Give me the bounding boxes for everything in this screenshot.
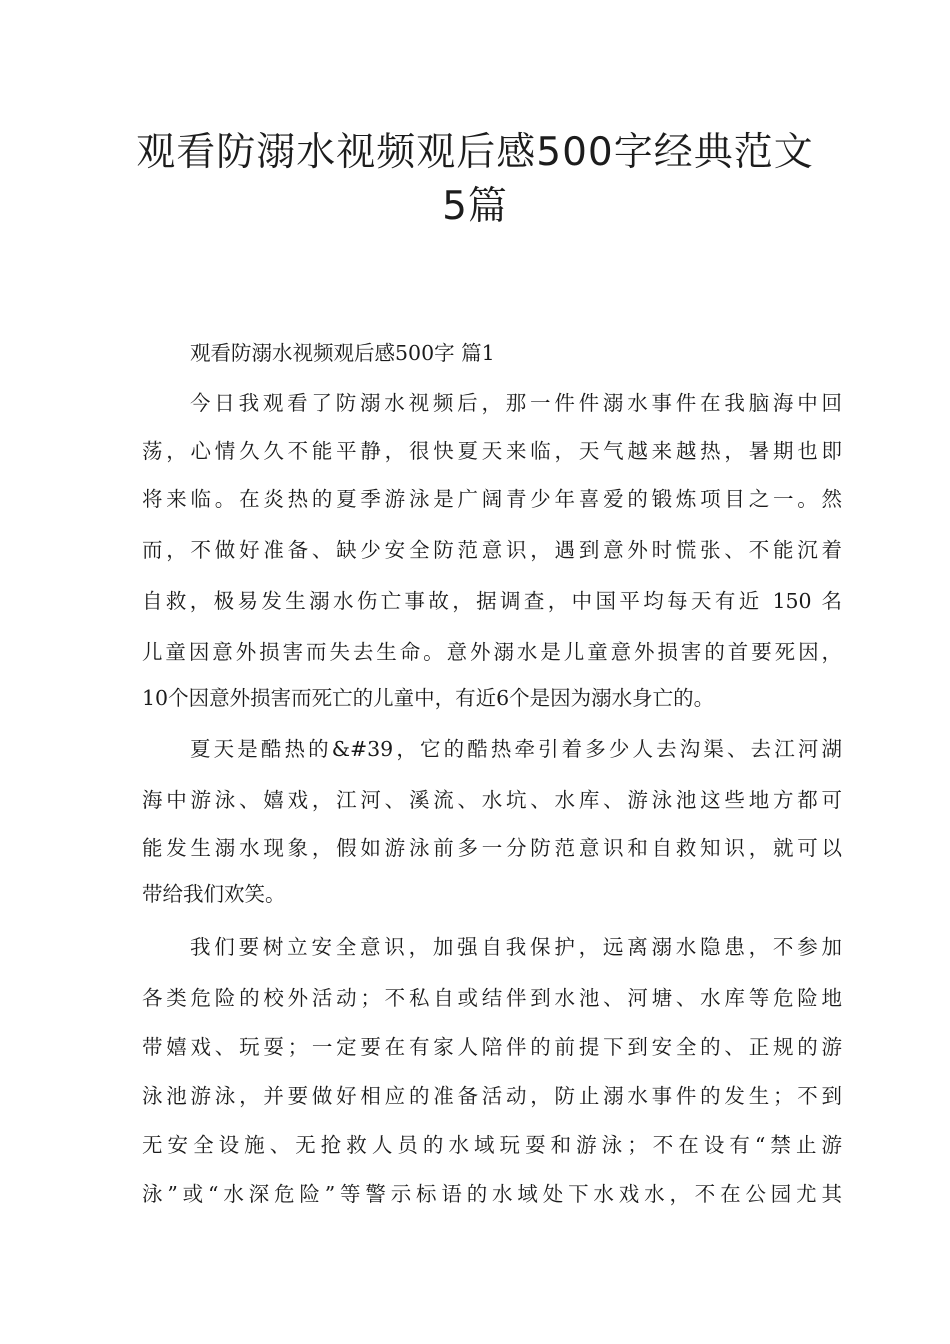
paragraph-2-line-2: 海中游泳、嬉戏，江河、溪流、水坑、水库、游泳池这些地方都可 — [142, 788, 842, 812]
paragraph-3-line-1: 我们要树立安全意识，加强自我保护，远离溺水隐患，不参加 — [190, 935, 842, 959]
paragraph-1-line-7: 10个因意外损害而死亡的儿童中，有近6个是因为溺水身亡的。 — [142, 686, 715, 710]
paragraph-2-line-3: 能发生溺水现象，假如游泳前多一分防范意识和自救知识，就可以 — [142, 836, 842, 860]
paragraph-3-line-6: 泳”或“水深危险”等警示标语的水域处下水戏水，不在公园尤其 — [142, 1182, 842, 1206]
paragraph-3-line-2: 各类危险的校外活动；不私自或结伴到水池、河塘、水库等危险地 — [142, 986, 842, 1010]
paragraph-1-line-2: 荡，心情久久不能平静，很快夏天来临，天气越来越热，暑期也即 — [142, 439, 842, 463]
paragraph-2-line-4: 带给我们欢笑。 — [142, 882, 286, 906]
paragraph-3-line-5: 无安全设施、无抢救人员的水域玩耍和游泳；不在设有“禁止游 — [142, 1133, 842, 1157]
paragraph-1-line-6: 儿童因意外损害而失去生命。意外溺水是儿童意外损害的首要死因， — [142, 640, 842, 664]
paragraph-3-line-3: 带嬉戏、玩耍；一定要在有家人陪伴的前提下到安全的、正规的游 — [142, 1035, 842, 1059]
section-heading: 观看防溺水视频观后感500字 篇1 — [190, 341, 495, 365]
paragraph-1-line-1: 今日我观看了防溺水视频后，那一件件溺水事件在我脑海中回 — [190, 391, 842, 415]
paragraph-2-line-1: 夏天是酷热的&#39，它的酷热牵引着多少人去沟渠、去江河湖 — [190, 737, 842, 761]
document-title-line-2: 5篇 — [442, 184, 508, 229]
paragraph-1-line-3: 将来临。在炎热的夏季游泳是广阔青少年喜爱的锻炼项目之一。然 — [142, 487, 842, 511]
document-title-line-1: 观看防溺水视频观后感500字经典范文 — [136, 130, 814, 175]
paragraph-3-line-4: 泳池游泳，并要做好相应的准备活动，防止溺水事件的发生；不到 — [142, 1084, 842, 1108]
paragraph-1-line-4: 而，不做好准备、缺少安全防范意识，遇到意外时慌张、不能沉着 — [142, 538, 842, 562]
paragraph-1-line-5: 自救，极易发生溺水伤亡事故，据调查，中国平均每天有近 150 名 — [142, 589, 842, 613]
